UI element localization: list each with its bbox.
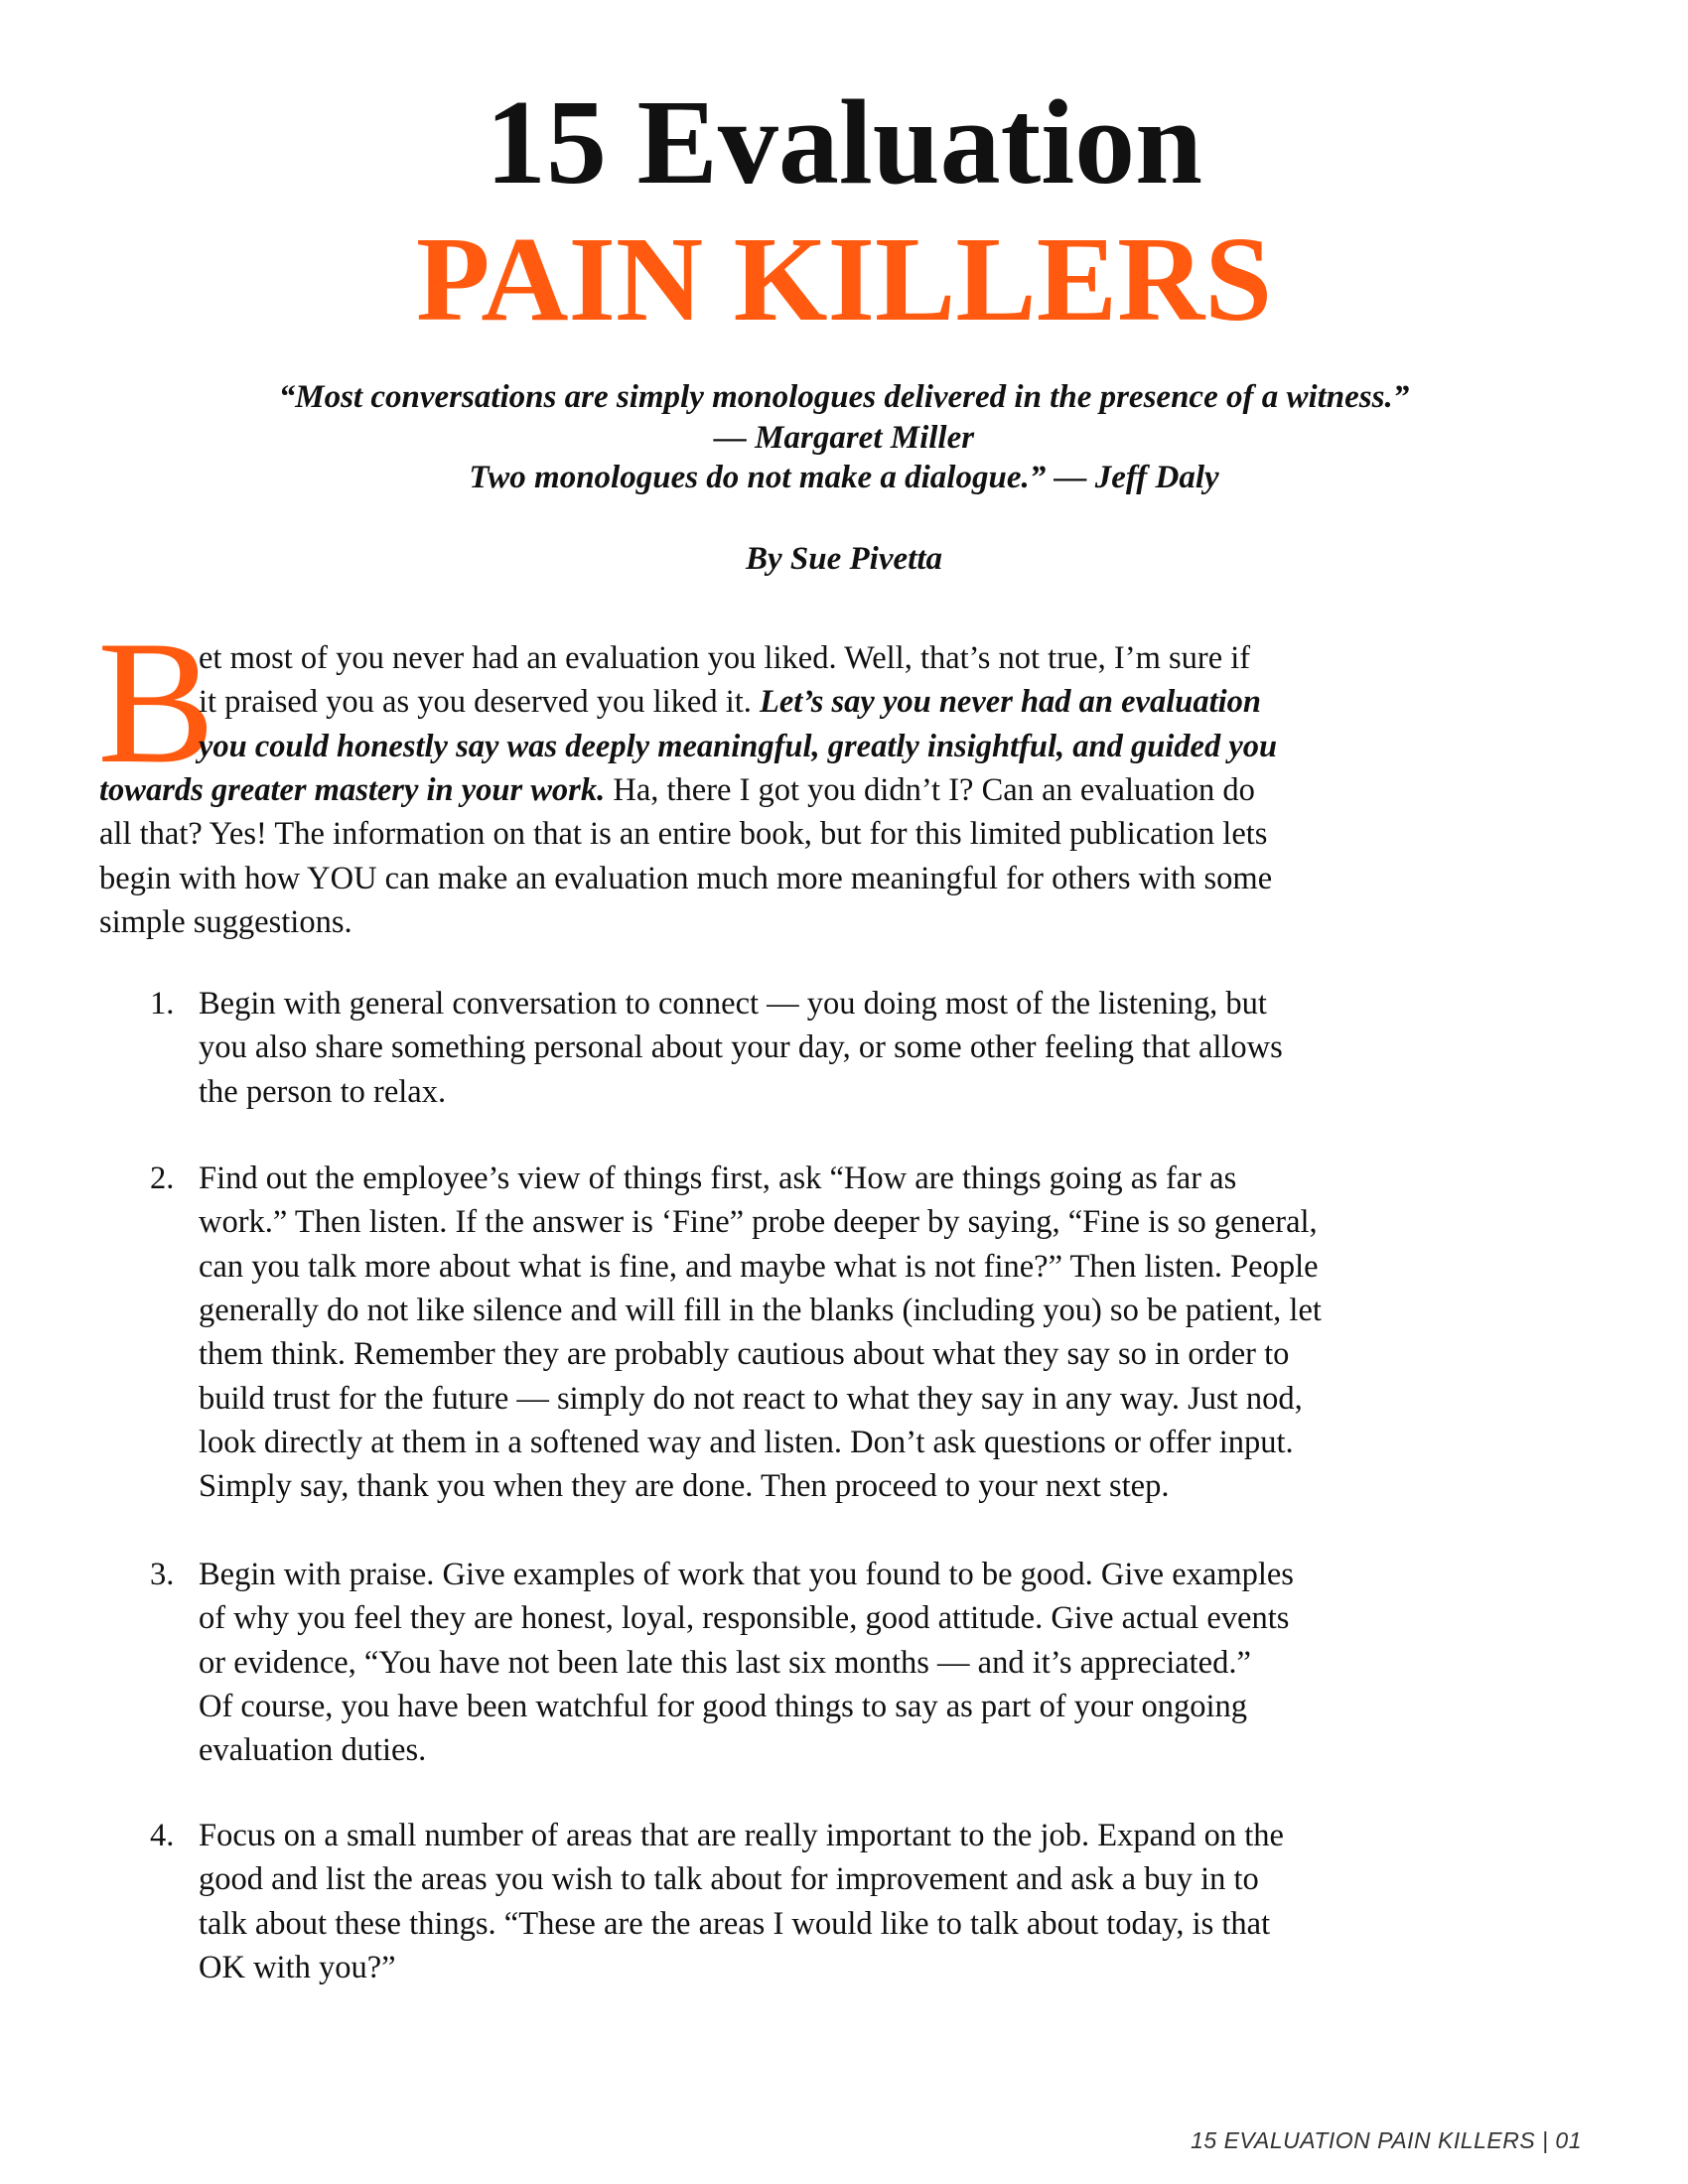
list-item-line: of why you feel they are honest, loyal, responsible, good attitude. Give actual events (199, 1600, 1290, 1637)
list-item-line: Begin with praise. Give examples of work that you found to be good. Give examples (199, 1557, 1294, 1592)
list-item-line: can you talk more about what is fine, and maybe what is not fine?” Then listen. People (199, 1248, 1319, 1285)
list-item-number: 3. (150, 1557, 175, 1592)
list-item-line: build trust for the future — simply do not react to what they say in any way. Just nod, (199, 1380, 1303, 1417)
emphasis-text: you could honestly say was deeply meaningful, greatly insightful, and guided you (199, 728, 1278, 764)
intro-line (199, 727, 1277, 766)
list-item-line: Begin with general conversation to connect — you doing most of the listening, but (199, 986, 1267, 1022)
list-item-line: or evidence, “You have not been late this last six months — and it’s appreciated.” (199, 1644, 1251, 1681)
body-text: Ha, there I got you didn’t I? Can an evaluation do (605, 771, 1255, 808)
list-item-line: Find out the employee’s view of things first, ask “How are things going as far as (199, 1160, 1237, 1196)
list-item-line: talk about these things. “These are the areas I would like to talk about today, is that (199, 1905, 1271, 1942)
intro-line (199, 682, 1261, 722)
list-item-line: evaluation duties. (199, 1732, 427, 1769)
list-item-number: 4. (150, 1818, 175, 1853)
body-text: simple suggestions. (99, 903, 352, 940)
quote-line-2: Two monologues do not make a dialogue.” — Jeff Daly (469, 460, 1219, 495)
list-item-line: Focus on a small number of areas that are really important to the job. Expand on the (199, 1818, 1284, 1853)
list-item-line: good and list the areas you wish to talk about for improvement and ask a buy in to (199, 1861, 1259, 1898)
body-text: it praised you as you deserved you liked it. (199, 684, 761, 721)
drop-cap: B (97, 604, 215, 800)
list-item-line: them think. Remember they are probably cautious about what they say so in order to (199, 1336, 1290, 1373)
emphasis-text: towards greater mastery in your work. (99, 771, 606, 808)
intro-line (99, 814, 1267, 854)
list-item-line: look directly at them in a softened way and listen. Don’t ask questions or offer input. (199, 1424, 1294, 1460)
list-item-line: the person to relax. (199, 1073, 447, 1110)
byline: By Sue Pivetta (746, 541, 942, 577)
list-item-line: generally do not like silence and will fill in the blanks (including you) so be patient, let (199, 1292, 1322, 1328)
page-footer: 15 EVALUATION PAIN KILLERS | 01 (1191, 2127, 1582, 2153)
list-item-number: 1. (150, 986, 175, 1022)
title-line-1: 15 Evaluation (486, 75, 1202, 209)
quote-attribution-1: — Margaret Miller (713, 420, 975, 456)
list-item-number: 2. (150, 1160, 175, 1196)
intro-line (199, 638, 1250, 678)
list-item-line: Of course, you have been watchful for good things to say as part of your ongoing (199, 1688, 1247, 1724)
body-text: et most of you never had an evaluation you liked. Well, that’s not true, I’m sure if (199, 640, 1251, 676)
quote-line-1: “Most conversations are simply monologues delivered in the presence of a witness.” (278, 379, 1410, 415)
list-item-line: Simply say, thank you when they are done. Then proceed to your next step. (199, 1468, 1170, 1505)
body-text: begin with how YOU can make an evaluation much more meaningful for others with some (99, 860, 1273, 896)
list-item-line: work.” Then listen. If the answer is ‘Fine” probe deeper by saying, “Fine is so general, (199, 1204, 1318, 1241)
list-item-line: you also share something personal about your day, or some other feeling that allows (199, 1029, 1283, 1066)
list-item-line: OK with you?” (199, 1949, 396, 1985)
title-line-2: PAIN KILLERS (415, 212, 1273, 346)
body-text: all that? Yes! The information on that is an entire book, but for this limited publication lets (99, 816, 1268, 853)
emphasis-text: Let’s say you never had an evaluation (760, 684, 1261, 721)
intro-line (99, 902, 352, 942)
intro-line (99, 770, 1255, 810)
intro-line (99, 859, 1272, 898)
